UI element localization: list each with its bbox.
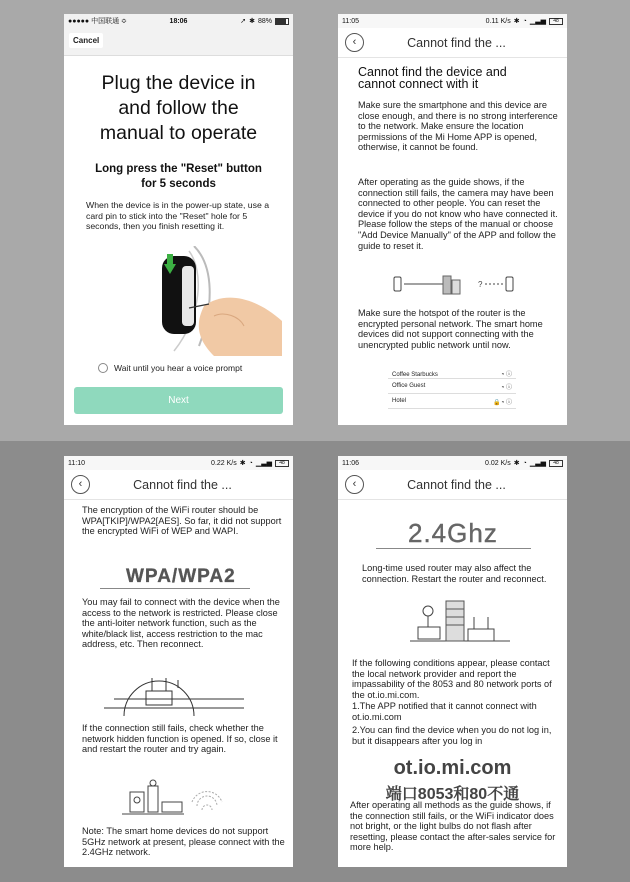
reset-hand-illustration <box>154 246 284 356</box>
voice-prompt-option[interactable] <box>98 363 242 373</box>
nav-title: Cannot find the ... <box>407 35 506 50</box>
ports-paragraph: If the following conditions appear, please contact the local network provider and report the impassability of the 8053 and 80 network ports of the ot.io.mi.com. <box>352 658 552 700</box>
nav-title: Cannot find the ... <box>133 477 232 492</box>
battery-percent: 88% <box>257 17 272 25</box>
back-arrow-icon[interactable]: ‹ <box>71 475 90 494</box>
wifi-signal-icon: ◔ ⓘ <box>500 372 512 378</box>
battery-icon: 48 <box>549 18 563 25</box>
nav-bar <box>64 28 293 56</box>
wifi-icon: ◔ <box>522 17 527 25</box>
router-illustration <box>410 597 510 647</box>
nav-bar <box>64 470 293 500</box>
signal-icon: ▁▃▅ <box>529 18 546 25</box>
divider <box>100 588 250 589</box>
nav-bar <box>338 470 567 500</box>
speed-label: 0.02 K/s <box>485 459 511 467</box>
hidden-network-paragraph: If the connection still fails, check whether the network hidden function is opened. If so, close it and restart the router and try again. <box>82 723 278 755</box>
encryption-paragraph: The encryption of the WiFi router should be WPA[TKIP]/WPA2[AES]. So far, it did not support the encrypted WiFi of WEP and WAPI. <box>82 505 282 537</box>
wifi-list-item[interactable] <box>388 394 516 409</box>
screen-troubleshoot-1 <box>338 14 567 425</box>
ghz-label: 2.4Ghz <box>408 518 498 548</box>
screen-reset-device <box>64 14 293 425</box>
restriction-paragraph: You may fail to connect with the device when the access to the network is restricted. Please close the anti-loiter network function, such as the white/black list, access restriction to the mac address, etc. Then reconnect. <box>82 597 280 650</box>
domain-label: ot.io.mi.com <box>393 757 512 779</box>
back-arrow-icon[interactable]: ‹ <box>345 475 364 494</box>
status-bar <box>338 456 567 470</box>
time-label: 11:06 <box>342 459 359 467</box>
wifi-list-item[interactable] <box>388 369 516 379</box>
wifi-name: Office Guest <box>392 383 426 389</box>
battery-icon <box>275 18 289 25</box>
carrier-label: ●●●●● 中国联通 ≎ <box>68 18 127 25</box>
cancel-button[interactable]: Cancel <box>69 33 103 48</box>
screen-troubleshoot-2 <box>64 456 293 867</box>
page-title <box>64 71 293 146</box>
bluetooth-icon: ✱ <box>513 18 520 25</box>
wifi-signal-icon: ◔ ⓘ <box>500 384 512 391</box>
heading-line: cannot connect with it <box>358 77 479 91</box>
time-label: 11:05 <box>342 17 359 25</box>
hotspot-paragraph: Make sure the hotspot of the router is the encrypted personal network. The smart home devices did not support connecting with the unencrypted public network until now. <box>358 308 543 350</box>
proximity-paragraph: Make sure the smartphone and this device are close enough, and there is no strong interference to the network. Make ensure the location permissions of the Mi Home APP is opened, otherwise, it cannot be found. <box>358 100 558 153</box>
title-line: Plug the device in <box>101 72 256 94</box>
divider <box>376 548 531 549</box>
signal-icon: ▁▃▅ <box>529 460 546 467</box>
nav-title: Cannot find the ... <box>407 477 506 492</box>
speed-label: 0.22 K/s <box>211 459 237 467</box>
back-arrow-icon[interactable]: ‹ <box>345 33 364 52</box>
bluetooth-icon: ✱ <box>513 460 520 467</box>
status-bar <box>64 14 293 28</box>
radio-button[interactable] <box>98 363 108 373</box>
wpa-label: WPA/WPA2 <box>126 566 236 587</box>
reset-description: When the device is in the power-up state, use a card pin to stick into the "Reset" hole for 5 seconds, then you finish resetting it. <box>86 200 270 231</box>
wifi-list-item[interactable] <box>388 379 516 394</box>
radio-label: Wait until you hear a voice prompt <box>114 363 243 373</box>
title-line: manual to operate <box>99 122 258 144</box>
svg-text:?: ? <box>478 280 483 289</box>
condition-item-2: 2.You can find the device when you do not log in, but it disappears after you log in <box>352 725 552 746</box>
screen-troubleshoot-3 <box>338 456 567 867</box>
hidden-network-diagram <box>104 666 254 716</box>
bluetooth-icon: ✱ <box>249 18 255 25</box>
heading-line: Cannot find the device and <box>358 65 507 79</box>
location-icon: ➚ <box>240 18 247 25</box>
next-button[interactable]: Next <box>74 387 283 414</box>
router-restart-paragraph: Long-time used router may also affect the connection. Restart the router and reconnect. <box>362 563 547 584</box>
subtitle <box>64 162 293 192</box>
wifi-list <box>388 369 516 409</box>
device-connection-diagram <box>390 272 520 298</box>
time-label: 18:06 <box>169 17 188 25</box>
battery-icon: 48 <box>549 460 563 467</box>
bluetooth-icon: ✱ <box>239 460 246 467</box>
subtitle-line: for 5 seconds <box>141 178 216 190</box>
after-sales-paragraph: After operating all methods as the guide shows, if the connection still fails, or the WiFi indicator does not bright, or the light bulbs do not flash after resetting, please contact the after-sales service for more help. <box>350 800 556 853</box>
title-line: and follow the <box>118 97 239 119</box>
wifi-icon: ◔ <box>522 459 527 467</box>
wifi-name: Hotel <box>392 398 407 404</box>
subtitle-line: Long press the "Reset" button <box>95 163 262 175</box>
5ghz-note: Note: The smart home devices do not support 5GHz network at present, please connect with the 2.4GHz network. <box>82 826 285 858</box>
time-label: 11:10 <box>68 459 85 467</box>
section-heading <box>358 66 558 90</box>
condition-item-1: 1.The APP notified that it cannot connect with ot.io.mi.com <box>352 701 537 722</box>
battery-icon: 48 <box>275 460 289 467</box>
lock-wifi-icon: 🔒◔ ⓘ <box>493 399 512 406</box>
speed-label: 0.11 K/s <box>485 17 511 25</box>
ports-label: 端口8053和80不通 <box>385 786 520 803</box>
nav-bar <box>338 28 567 58</box>
status-bar <box>338 14 567 28</box>
reset-paragraph: After operating as the guide shows, if the connection still fails, the camera may have been connected to other people. You can reset the device if you do not know who have connected it. Please follow the steps of the manual or choose "Add Device Manually" of the APP and follow the guide to reset it. <box>358 177 558 251</box>
signal-icon: ▁▃▅ <box>255 460 272 467</box>
status-bar <box>64 456 293 470</box>
wifi-name: Coffee Starbucks <box>392 372 438 378</box>
smart-devices-illustration <box>122 778 232 820</box>
wifi-icon: ◔ <box>248 459 253 467</box>
